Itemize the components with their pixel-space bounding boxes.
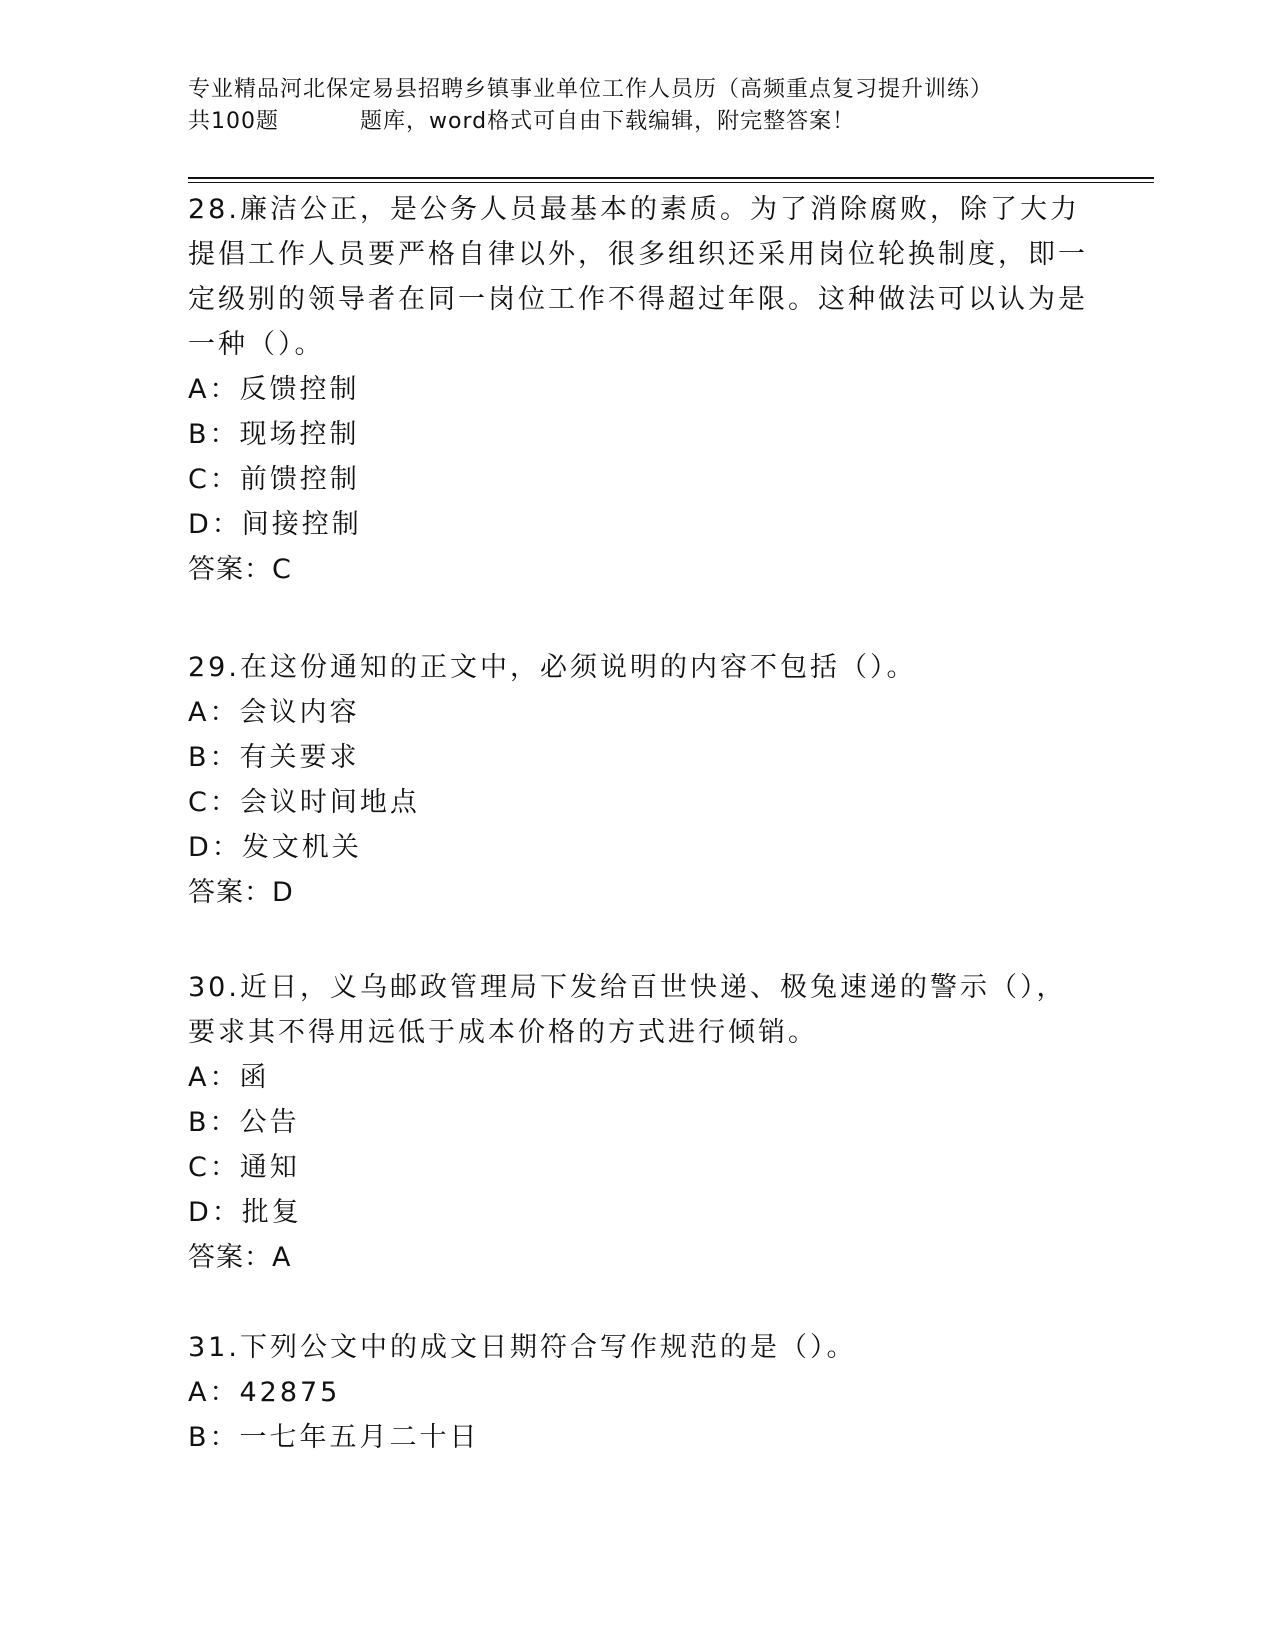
option-c: C：通知 bbox=[188, 1152, 300, 1183]
page-header bbox=[188, 74, 1148, 138]
option-a: A：42875 bbox=[188, 1377, 341, 1408]
option-d: D：发文机关 bbox=[188, 832, 362, 863]
answer-label: 答案：D bbox=[188, 877, 294, 908]
question-stem: 30.近日，义乌邮政管理局下发给百世快递、极兔速递的警示（），要求其不得用远低于成本价格的方式进行倾销。 bbox=[188, 972, 1067, 1048]
header-divider-thick bbox=[188, 177, 1154, 179]
question-stem: 28.廉洁公正，是公务人员最基本的素质。为了消除腐败，除了大力提倡工作人员要严格自律以外，很多组织还采用岗位轮换制度，即一定级别的领导者在同一岗位工作不得超过年限。这种做法可以认为是一种（）。 bbox=[188, 194, 1088, 360]
option-a: A：函 bbox=[188, 1062, 270, 1093]
answer-label: 答案：C bbox=[188, 554, 292, 585]
option-b: B：公告 bbox=[188, 1107, 300, 1138]
header-description: 题库，word格式可自由下载编辑，附完整答案！ bbox=[360, 109, 856, 134]
header-subtitle bbox=[188, 106, 1148, 138]
question-stem: 31.下列公文中的成文日期符合写作规范的是（）。 bbox=[188, 1332, 857, 1363]
question-30 bbox=[188, 965, 1088, 1280]
question-28 bbox=[188, 187, 1088, 592]
option-b: B：现场控制 bbox=[188, 419, 360, 450]
question-stem: 29.在这份通知的正文中，必须说明的内容不包括（）。 bbox=[188, 652, 917, 683]
header-question-count: 共100题 bbox=[188, 109, 279, 134]
option-a: A：会议内容 bbox=[188, 697, 360, 728]
option-b: B：一七年五月二十日 bbox=[188, 1422, 480, 1453]
option-d: D：批复 bbox=[188, 1197, 302, 1228]
question-29 bbox=[188, 645, 1088, 915]
option-c: C：会议时间地点 bbox=[188, 787, 420, 818]
option-b: B：有关要求 bbox=[188, 742, 360, 773]
option-c: C：前馈控制 bbox=[188, 464, 360, 495]
question-31 bbox=[188, 1325, 1088, 1460]
answer-label: 答案：A bbox=[188, 1242, 292, 1273]
header-divider-thin bbox=[188, 182, 1154, 183]
header-title: 专业精品河北保定易县招聘乡镇事业单位工作人员历（高频重点复习提升训练） bbox=[188, 77, 994, 102]
option-d: D：间接控制 bbox=[188, 509, 362, 540]
option-a: A：反馈控制 bbox=[188, 374, 360, 405]
